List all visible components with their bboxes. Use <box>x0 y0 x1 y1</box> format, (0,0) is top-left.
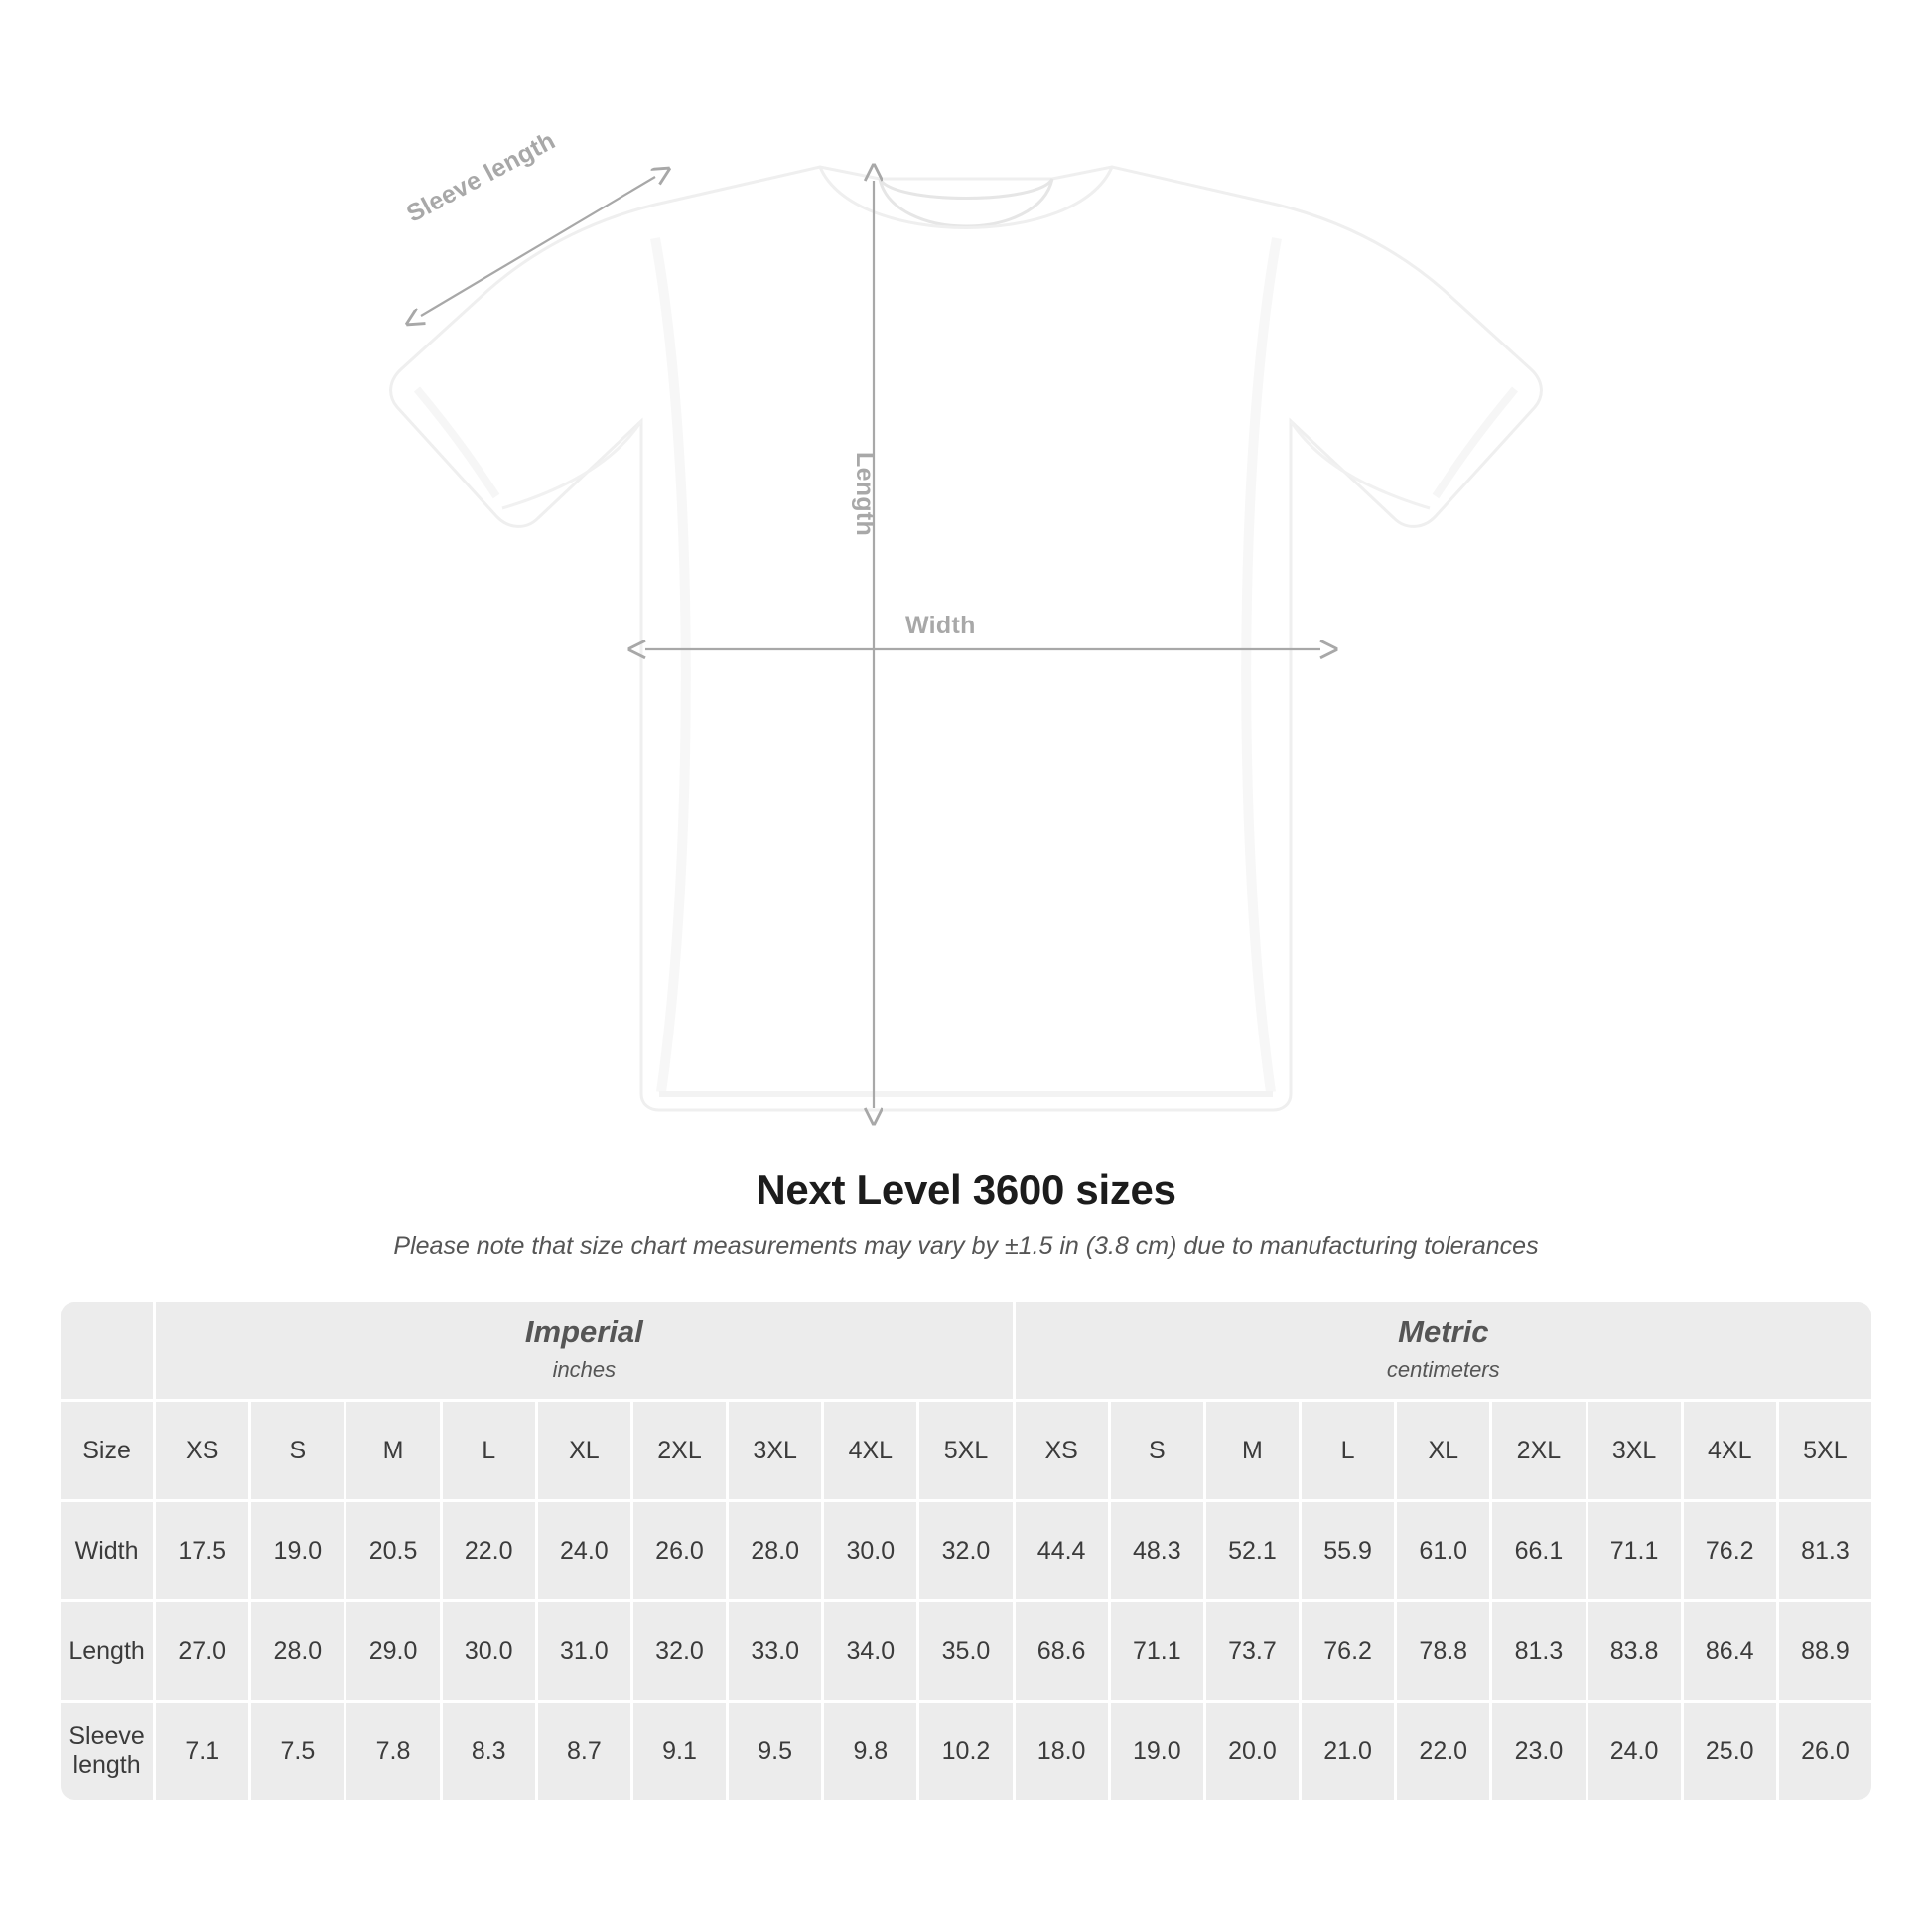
cell-sleeve-length: 23.0 <box>1492 1703 1585 1800</box>
size-table-wrapper <box>58 1299 1874 1803</box>
cell-width: 52.1 <box>1206 1502 1299 1599</box>
cell-sleeve-length: 8.7 <box>538 1703 630 1800</box>
cell-length: 29.0 <box>346 1602 439 1700</box>
sleeve-length-dimension-label: Sleeve length <box>402 126 560 228</box>
cell-length: 83.8 <box>1588 1602 1681 1700</box>
metric-group-header <box>1016 1302 1871 1399</box>
size-column-header: XL <box>538 1402 630 1499</box>
imperial-unit-sub: inches <box>552 1356 617 1382</box>
cell-length: 73.7 <box>1206 1602 1299 1700</box>
cell-length: 88.9 <box>1779 1602 1871 1700</box>
cell-width: 66.1 <box>1492 1502 1585 1599</box>
cell-sleeve-length: 18.0 <box>1016 1703 1108 1800</box>
size-column-header: 5XL <box>1779 1402 1871 1499</box>
cell-width: 28.0 <box>729 1502 821 1599</box>
cell-width: 30.0 <box>824 1502 916 1599</box>
cell-width: 81.3 <box>1779 1502 1871 1599</box>
cell-length: 71.1 <box>1111 1602 1203 1700</box>
cell-length: 31.0 <box>538 1602 630 1700</box>
row-label-width: Width <box>61 1502 153 1599</box>
cell-sleeve-length: 25.0 <box>1684 1703 1776 1800</box>
row-label-length: Length <box>61 1602 153 1700</box>
size-column-header: 3XL <box>729 1402 821 1499</box>
page-title: Next Level 3600 sizes <box>756 1167 1176 1213</box>
cell-sleeve-length: 26.0 <box>1779 1703 1871 1800</box>
cell-width: 44.4 <box>1016 1502 1108 1599</box>
cell-length: 32.0 <box>633 1602 726 1700</box>
cell-sleeve-length: 20.0 <box>1206 1703 1299 1800</box>
cell-length: 27.0 <box>156 1602 248 1700</box>
table-corner-cell <box>61 1302 153 1399</box>
cell-width: 26.0 <box>633 1502 726 1599</box>
metric-unit-name: Metric <box>1398 1314 1489 1350</box>
cell-width: 24.0 <box>538 1502 630 1599</box>
size-column-header: L <box>1302 1402 1394 1499</box>
cell-sleeve-length: 9.5 <box>729 1703 821 1800</box>
cell-width: 19.0 <box>251 1502 344 1599</box>
cell-sleeve-length: 9.8 <box>824 1703 916 1800</box>
cell-sleeve-length: 19.0 <box>1111 1703 1203 1800</box>
size-column-header: L <box>443 1402 535 1499</box>
size-row-header: Size <box>61 1402 153 1499</box>
cell-length: 68.6 <box>1016 1602 1108 1700</box>
cell-length: 76.2 <box>1302 1602 1394 1700</box>
unit-header-row <box>61 1302 1871 1399</box>
cell-sleeve-length: 7.5 <box>251 1703 344 1800</box>
length-dimension-label: Length <box>851 452 879 537</box>
cell-length: 30.0 <box>443 1602 535 1700</box>
size-column-header: 2XL <box>1492 1402 1585 1499</box>
cell-width: 71.1 <box>1588 1502 1681 1599</box>
cell-width: 17.5 <box>156 1502 248 1599</box>
size-column-header: 5XL <box>919 1402 1012 1499</box>
size-table <box>58 1299 1874 1803</box>
size-column-header: M <box>346 1402 439 1499</box>
cell-width: 20.5 <box>346 1502 439 1599</box>
cell-length: 78.8 <box>1397 1602 1489 1700</box>
size-column-header: XS <box>1016 1402 1108 1499</box>
cell-sleeve-length: 10.2 <box>919 1703 1012 1800</box>
cell-sleeve-length: 8.3 <box>443 1703 535 1800</box>
cell-length: 86.4 <box>1684 1602 1776 1700</box>
size-header-row <box>61 1402 1871 1499</box>
title-block <box>0 1167 1932 1261</box>
size-column-header: 4XL <box>824 1402 916 1499</box>
cell-length: 81.3 <box>1492 1602 1585 1700</box>
cell-sleeve-length: 7.1 <box>156 1703 248 1800</box>
cell-length: 28.0 <box>251 1602 344 1700</box>
imperial-group-header <box>156 1302 1012 1399</box>
cell-width: 76.2 <box>1684 1502 1776 1599</box>
table-row <box>61 1703 1871 1800</box>
cell-sleeve-length: 22.0 <box>1397 1703 1489 1800</box>
imperial-unit-name: Imperial <box>524 1314 643 1350</box>
size-column-header: S <box>1111 1402 1203 1499</box>
cell-width: 22.0 <box>443 1502 535 1599</box>
cell-length: 34.0 <box>824 1602 916 1700</box>
cell-sleeve-length: 24.0 <box>1588 1703 1681 1800</box>
size-column-header: XL <box>1397 1402 1489 1499</box>
size-column-header: 3XL <box>1588 1402 1681 1499</box>
size-column-header: M <box>1206 1402 1299 1499</box>
size-column-header: XS <box>156 1402 248 1499</box>
size-column-header: 4XL <box>1684 1402 1776 1499</box>
row-label-sleeve-length: Sleeve length <box>61 1703 153 1800</box>
cell-sleeve-length: 7.8 <box>346 1703 439 1800</box>
metric-unit-sub: centimeters <box>1386 1356 1500 1382</box>
cell-length: 33.0 <box>729 1602 821 1700</box>
cell-width: 48.3 <box>1111 1502 1203 1599</box>
cell-width: 32.0 <box>919 1502 1012 1599</box>
size-column-header: S <box>251 1402 344 1499</box>
cell-length: 35.0 <box>919 1602 1012 1700</box>
tolerance-note: Please note that size chart measurements may vary by ±1.5 in (3.8 cm) due to manufacturing tolerances <box>393 1232 1539 1260</box>
cell-sleeve-length: 21.0 <box>1302 1703 1394 1800</box>
width-dimension-label: Width <box>905 612 976 639</box>
table-row <box>61 1602 1871 1700</box>
cell-width: 55.9 <box>1302 1502 1394 1599</box>
cell-sleeve-length: 9.1 <box>633 1703 726 1800</box>
table-row <box>61 1502 1871 1599</box>
size-column-header: 2XL <box>633 1402 726 1499</box>
cell-width: 61.0 <box>1397 1502 1489 1599</box>
